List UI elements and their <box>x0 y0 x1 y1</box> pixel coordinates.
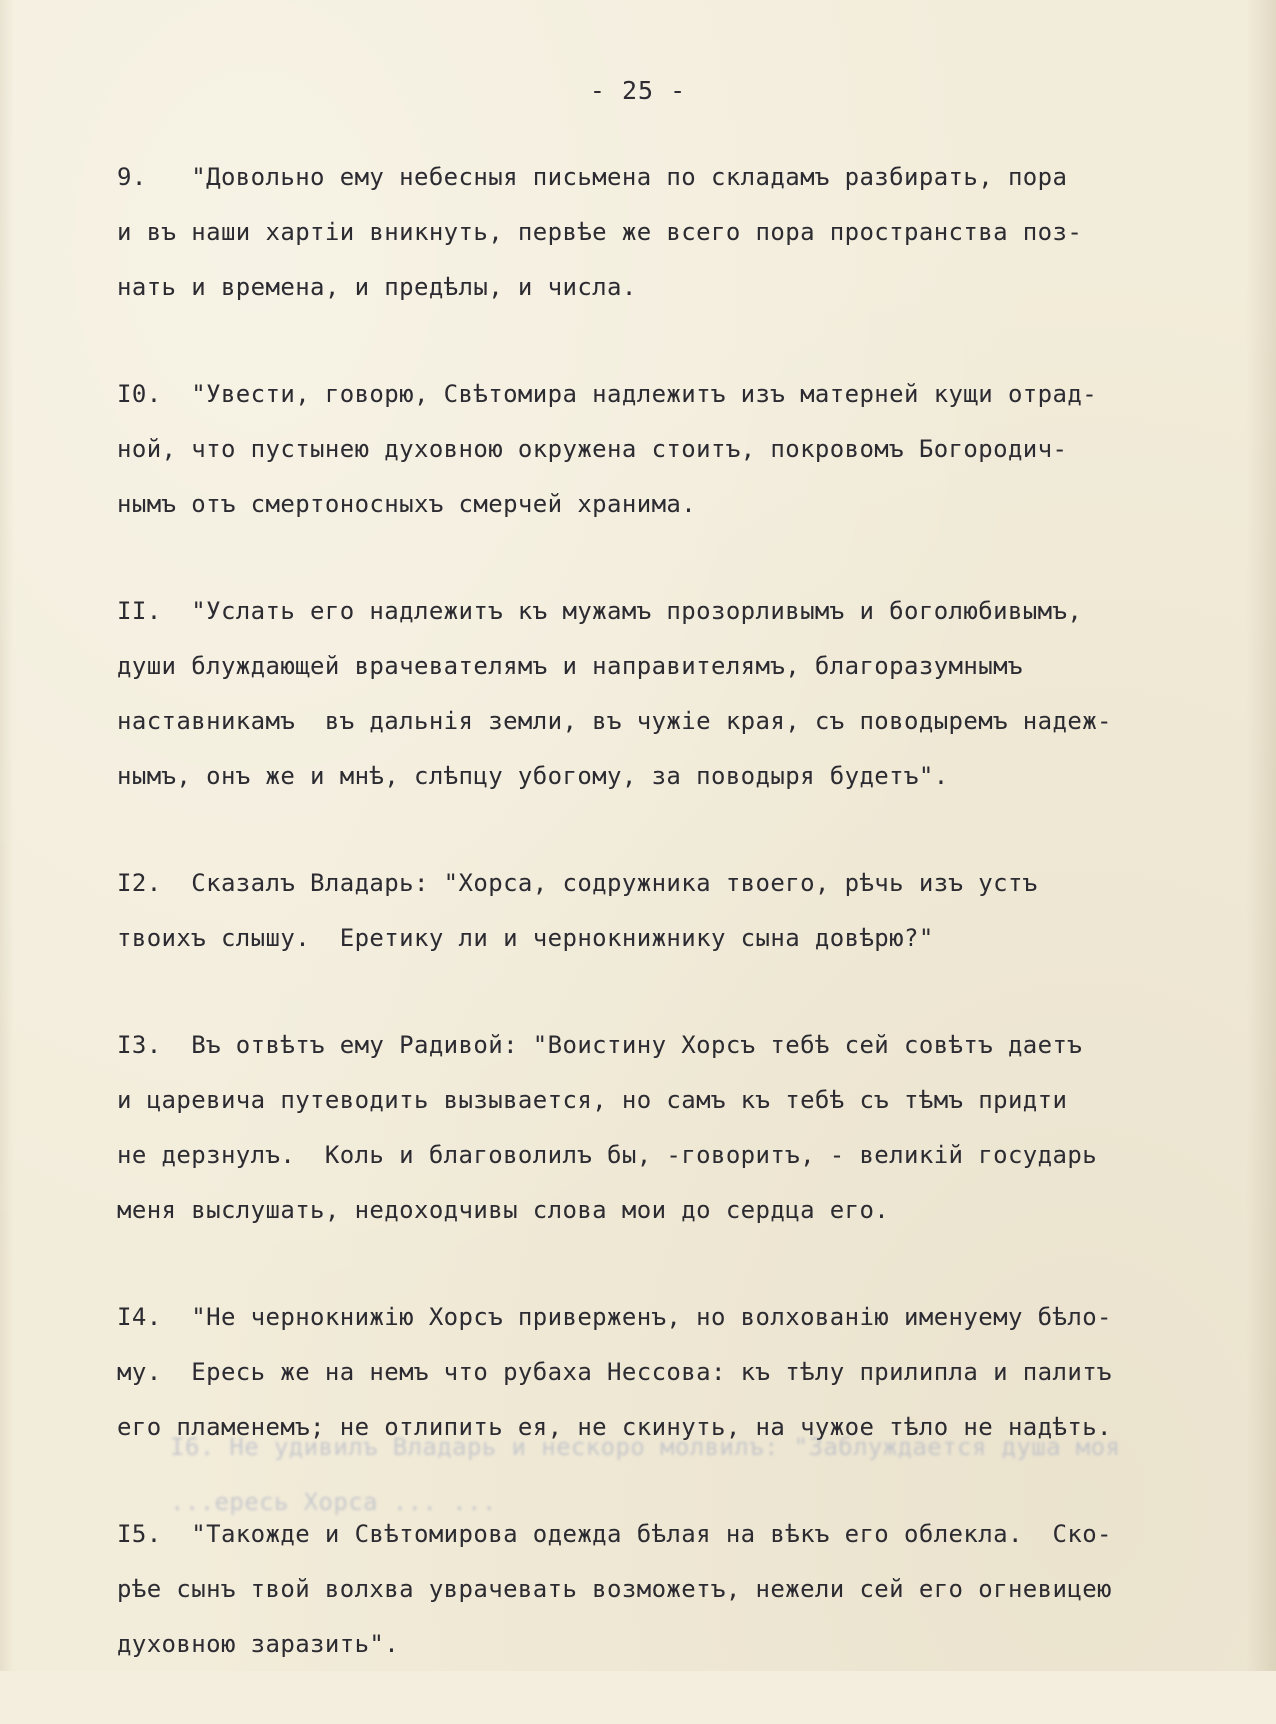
paragraph <box>117 1018 1227 1238</box>
bleed-through-text <box>170 1420 1170 1530</box>
paragraph <box>117 150 1227 315</box>
paragraph <box>117 367 1227 532</box>
text-line: наставникамъ въ дальнія земли, въ чужіе края, съ поводыремъ надеж- <box>117 707 1112 735</box>
paragraph <box>117 584 1227 804</box>
text-line: твоихъ слышу. Еретику ли и чернокнижнику сына довѣрю?" <box>117 924 934 952</box>
text-line: I2. Сказалъ Владарь: "Хорса, содружника твоего, рѣчь изъ устъ <box>117 869 1038 897</box>
paragraph <box>117 856 1227 966</box>
text-line: II. "Услать его надлежитъ къ мужамъ прозорливымъ и боголюбивымъ, <box>117 597 1083 625</box>
text-line: I0. "Увести, говорю, Свѣтомира надлежитъ изъ матерней кущи отрад- <box>117 380 1098 408</box>
page-number: - 25 - <box>589 76 687 105</box>
text-line: му. Ересь же на немъ что рубаха Нессова: къ тѣлу прилипла и палитъ <box>117 1358 1112 1386</box>
text-line: 9. "Довольно ему небесныя письмена по складамъ разбирать, пора <box>117 163 1068 191</box>
text-line: нать и времена, и предѣлы, и числа. <box>117 273 637 301</box>
text-line: ной, что пустынею духовною окружена стоитъ, покровомъ Богородич- <box>117 435 1068 463</box>
text-line: рѣе сынъ твой волхва уврачевать возможетъ, нежели сей его огневицею <box>117 1575 1112 1603</box>
text-line: души блуждающей врачевателямъ и направителямъ, благоразумнымъ <box>117 652 1023 680</box>
text-line: и въ наши хартіи вникнуть, первѣе же всего пора пространства поз- <box>117 218 1083 246</box>
bleed-through-line: I6. Не удивилъ Владарь и нескоро молвилъ: "Заблуждается душа моя <box>170 1433 1121 1461</box>
text-line: нымъ, онъ же и мнѣ, слѣпцу убогому, за поводыря будетъ". <box>117 762 949 790</box>
text-line: I4. "Не чернокнижію Хорсъ приверженъ, но волхованію именуему бѣло- <box>117 1303 1112 1331</box>
text-line: I5. "Такожде и Свѣтомирова одежда бѣлая на вѣкъ его облекла. Ско- <box>117 1520 1112 1548</box>
paper-edge-left <box>0 0 14 1671</box>
text-line: и царевича путеводить вызывается, но самъ къ тебѣ съ тѣмъ придти <box>117 1086 1068 1114</box>
text-line: не дерзнулъ. Коль и благоволилъ бы, -говоритъ, - великій государь <box>117 1141 1098 1169</box>
text-line: его пламенемъ; не отлипить ея, не скинуть, на чужое тѣло не надѣть. <box>117 1413 1112 1441</box>
paper-edge-right <box>1246 0 1276 1671</box>
text-line: нымъ отъ смертоносныхъ смерчей хранима. <box>117 490 697 518</box>
text-line: меня выслушать, недоходчивы слова мои до сердца его. <box>117 1196 890 1224</box>
bleed-through-line: ...ересь Хорса ... ... <box>170 1488 497 1516</box>
text-line: духовною заразить". <box>117 1630 400 1658</box>
text-line: I3. Въ отвѣтъ ему Радивой: "Воистину Хорсъ тебѣ сей совѣтъ даетъ <box>117 1031 1083 1059</box>
paragraph <box>117 1507 1227 1672</box>
